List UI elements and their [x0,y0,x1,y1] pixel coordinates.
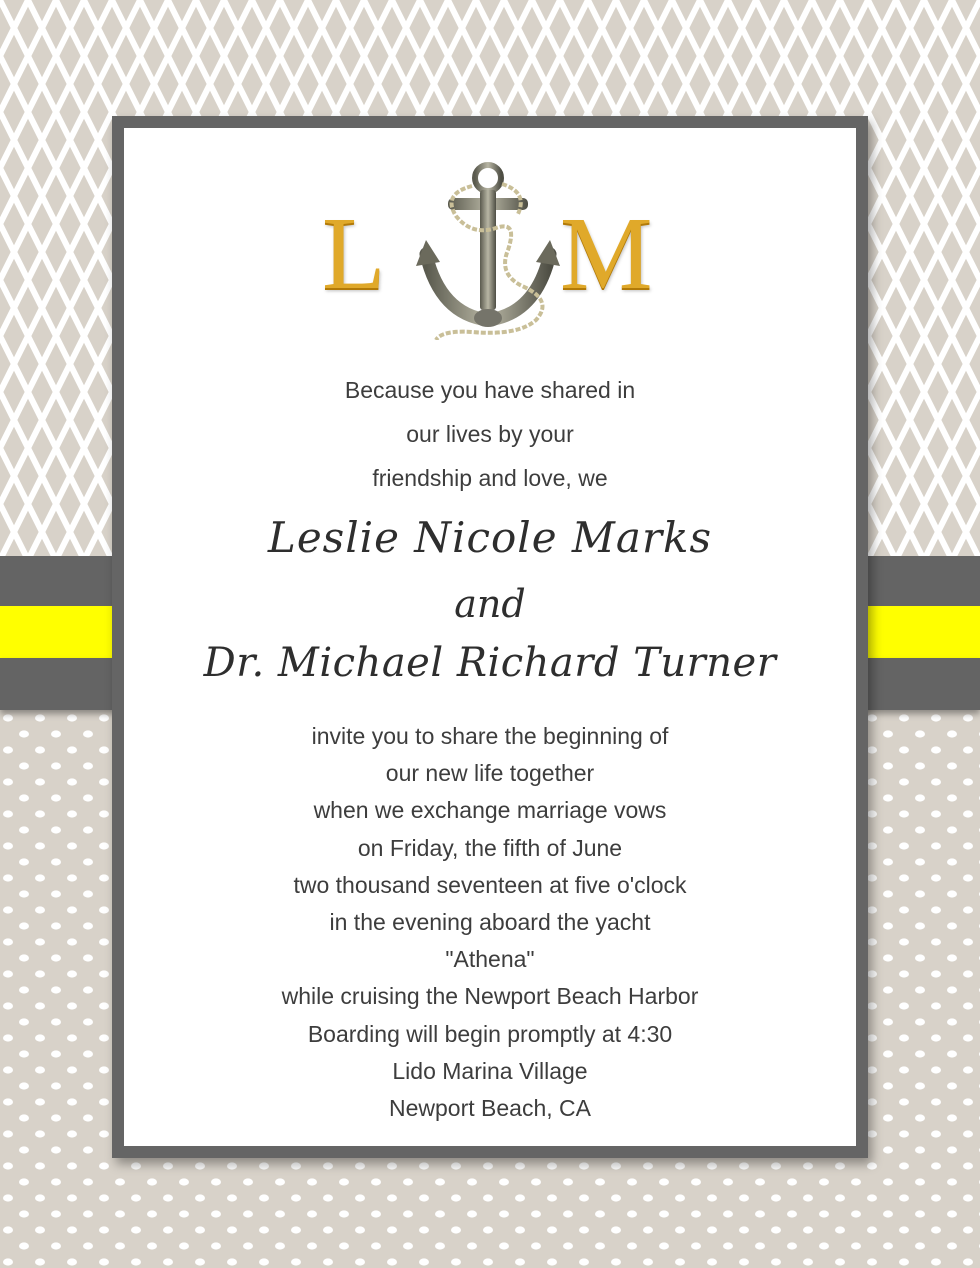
detail-line: while cruising the Newport Beach Harbor [281,983,699,1010]
detail-line: Lido Marina Village [392,1057,588,1084]
anchor-icon [322,154,672,340]
monogram [322,154,672,340]
intro-line: our lives by your [406,421,574,447]
detail-line: Boarding will begin promptly at 4:30 [307,1020,673,1047]
event-details [124,718,856,1127]
groom-name: Dr. Michael Richard Turner [203,640,777,686]
detail-line: on Friday, the fifth of June [357,834,623,861]
invitation-card [124,128,856,1146]
detail-line: two thousand seventeen at five o'clock [293,871,687,898]
detail-line: when we exchange marriage vows [313,797,667,824]
monogram-letter-right: M [560,196,653,311]
detail-line: "Athena" [445,946,535,973]
monogram-letter-left: L [322,196,386,311]
detail-line: in the evening aboard the yacht [329,909,651,936]
detail-line: Newport Beach, CA [389,1095,591,1122]
intro-line: Because you have shared in [344,377,636,403]
conjunction: and [454,582,526,626]
bride-name: Leslie Nicole Marks [267,513,713,562]
detail-line: our new life together [385,760,595,787]
intro-line: friendship and love, we [372,465,608,491]
intro-text [124,368,856,500]
invitation-card-frame [112,116,868,1158]
detail-line: invite you to share the beginning of [311,723,669,749]
